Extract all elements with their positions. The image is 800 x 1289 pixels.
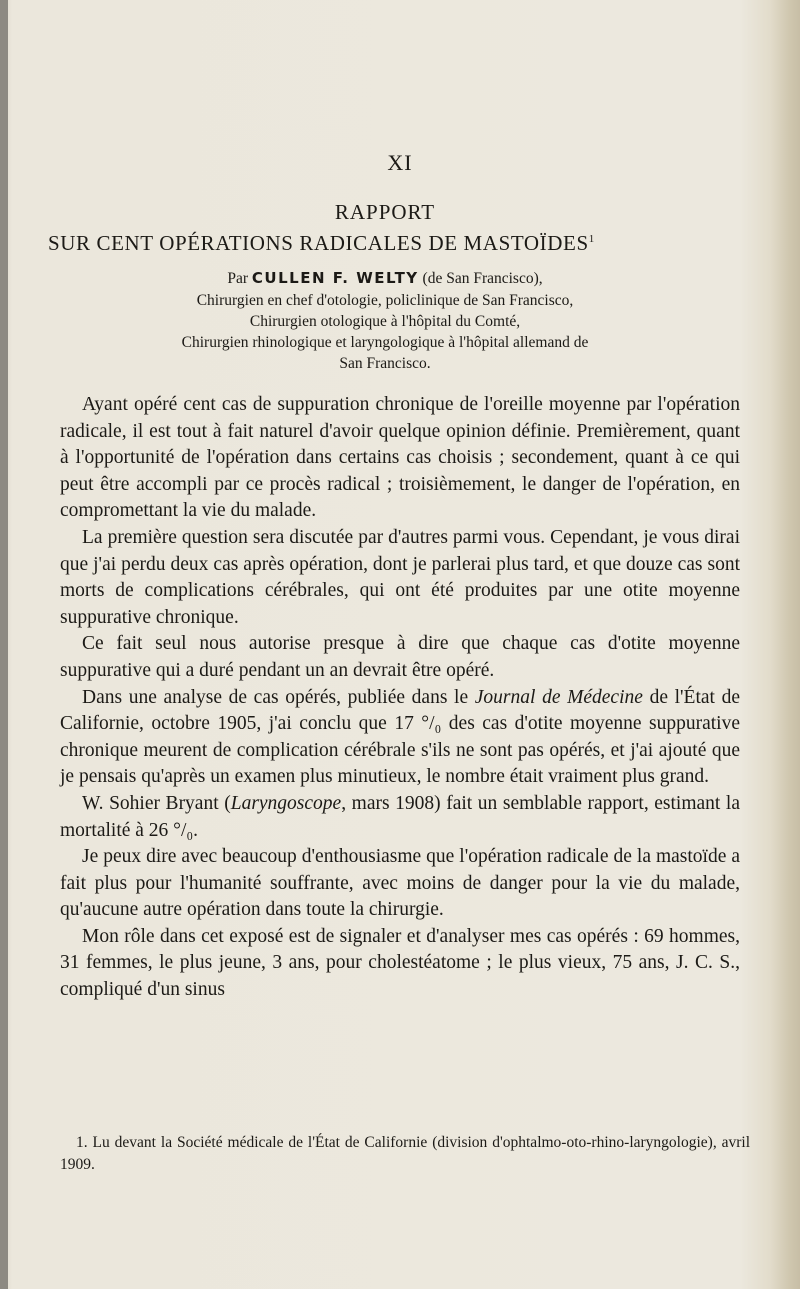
footnote-number: 1. (76, 1134, 88, 1151)
paragraph: Je peux dire avec beaucoup d'enthousiasme que l'opération radicale de la mastoïde a fait plus pour l'humanité souffrante, avec moins de danger pour la vie du malade, qu'aucune autre opération dans toute la chirurgie. (60, 846, 740, 921)
affiliation-line: Chirurgien en chef d'otologie, policlinique de San Francisco, (196, 292, 574, 309)
page-binding-edge (0, 0, 8, 1289)
affiliation-line: Chirurgien rhinologique et laryngologique à l'hôpital allemand de (181, 334, 589, 351)
paragraph-text: Dans une analyse de cas opérés, publiée dans le (82, 686, 469, 708)
paragraph: Ce fait seul nous autorise presque à dire que chaque cas d'otite moyenne suppurative qui a duré pendant un an devrait être opéré. (60, 633, 740, 681)
footnote-text: Lu devant la Société médicale de l'État de Californie (division d'ophtalmo-oto-rhino-laryngologie), avril 1909. (60, 1134, 751, 1173)
author-name: CULLEN F. WELTY (251, 269, 419, 287)
affiliation-line: San Francisco. (339, 355, 431, 372)
article-title-line1: RAPPORT (334, 200, 436, 224)
article-title-line2 (48, 231, 768, 256)
chapter-number: XI (387, 150, 413, 175)
article-body (60, 392, 740, 1004)
article-title-text: SUR CENT OPÉRATIONS RADICALES DE MASTOÏDES (48, 231, 589, 255)
journal-title: Journal de Médecine (474, 686, 643, 708)
byline (0, 268, 770, 289)
paragraph-text: W. Sohier Bryant ( (82, 792, 231, 814)
paragraph (60, 791, 740, 844)
paragraph (60, 685, 740, 791)
journal-title: Laryngoscope (230, 792, 342, 814)
affiliation-line: Chirurgien otologique à l'hôpital du Comté, (249, 313, 521, 330)
paragraph-text: , mars 1908) fait un semblable rapport, estimant la mortalité à 26 °/₀. (60, 792, 740, 841)
title-footnote-mark: 1 (588, 233, 595, 245)
paragraph: Ayant opéré cent cas de suppuration chronique de l'oreille moyenne par l'opération radicale, il est tout à fait naturel d'avoir quelque opinion définie. Premièrement, quant à l'opportunité de l'opération dans certains cas choisis ; secondement, quant à ce qui peut être accompli par ce procès radical ; troisièmement, le danger de l'opération, en compromettant la vie du malade. (60, 394, 740, 522)
paragraph: La première question sera discutée par d'autres parmi vous. Cependant, je vous dirai que j'ai perdu deux cas après opération, dont je parlerai plus tard, et que douze cas sont morts de complications cérébrales, qui ont été produites par une otite moyenne suppurative chronique. (60, 526, 740, 628)
footnote (60, 1132, 750, 1176)
paragraph-text: de l'État de Californie, octobre 1905, j'ai conclu que 17 °/₀ des cas d'otite moyenne suppurative chronique meurent de complication cérébrale s'ils ne sont pas opérés, et j'ai ajouté que je pensais qu'après un examen plus minutieux, le nombre était vraiment plus grand. (60, 686, 741, 788)
paragraph: Mon rôle dans cet exposé est de signaler et d'analyser mes cas opérés : 69 hommes, 31 femmes, le plus jeune, 3 ans, pour cholestéatome ; le plus vieux, 75 ans, J. C. S., compliqué d'un sinus (60, 925, 740, 1001)
byline-prefix: Par (227, 270, 249, 287)
byline-suffix: (de San Francisco), (422, 270, 543, 287)
